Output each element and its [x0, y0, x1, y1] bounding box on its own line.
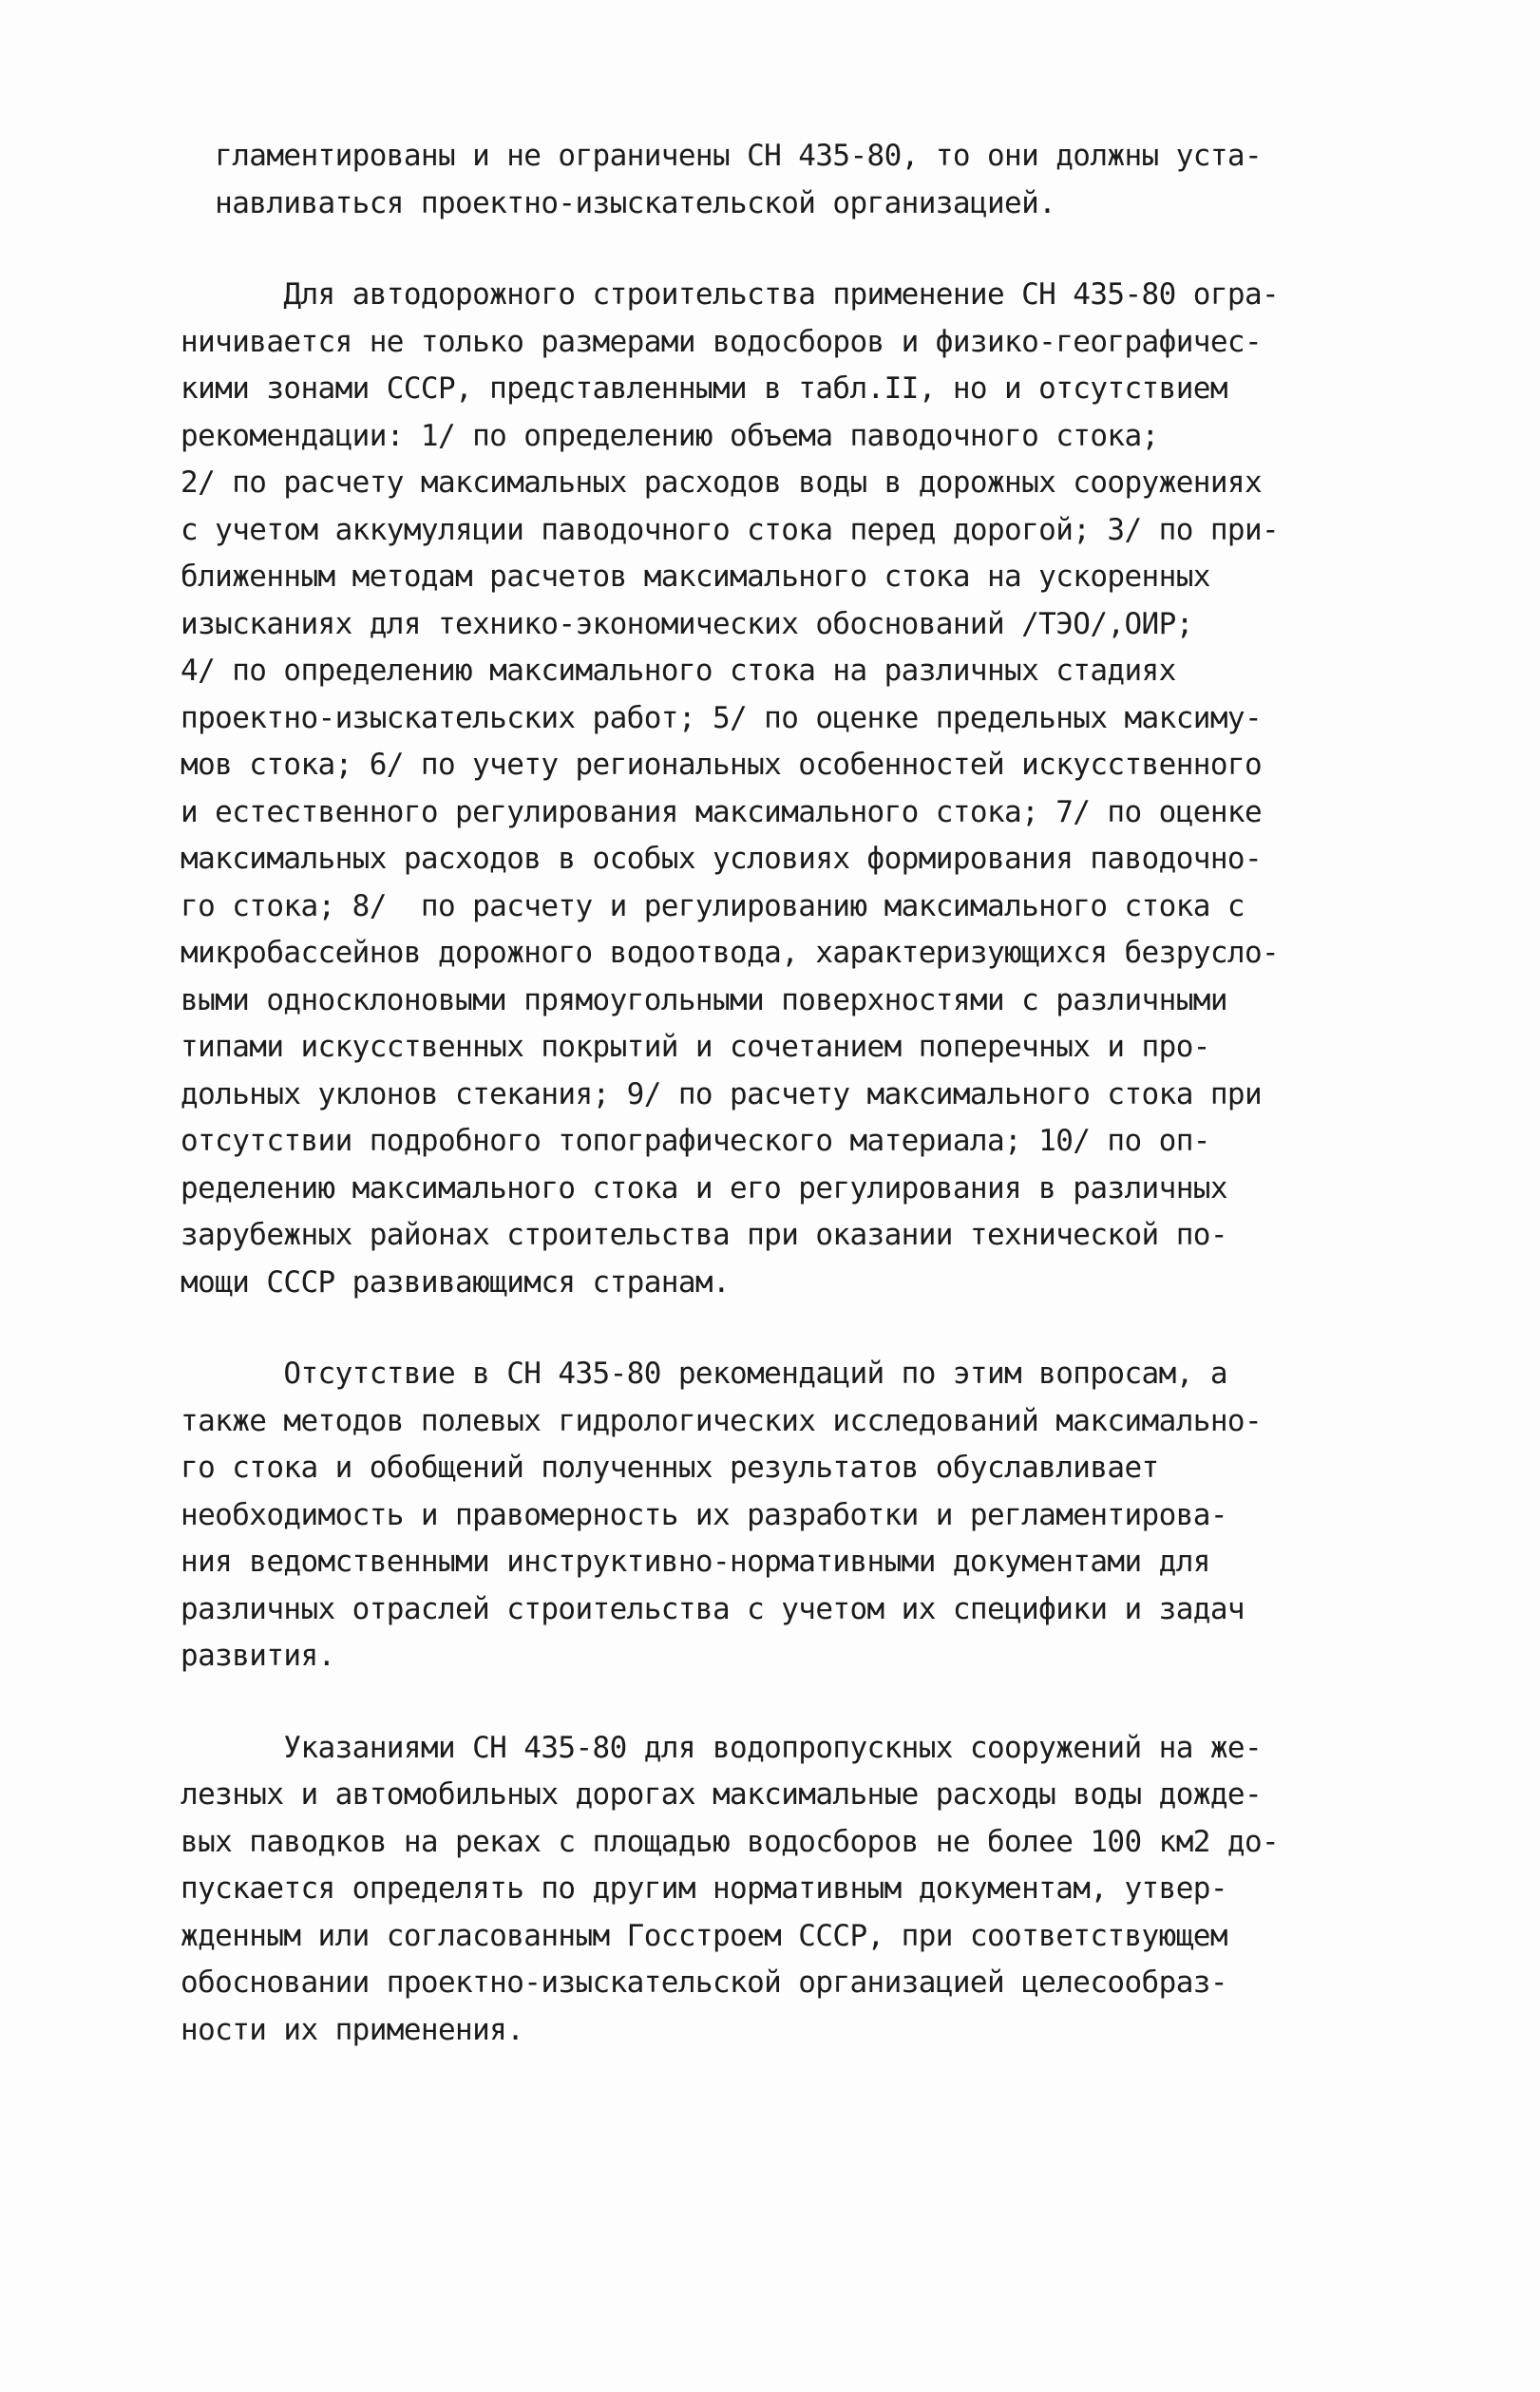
text-line: Отсутствие в СН 435-80 рекомендаций по этим вопросам, а — [181, 1357, 1227, 1391]
paragraph-2 — [181, 272, 1368, 1306]
text-line: пускается определять по другим нормативным документам, утвер- — [181, 1871, 1227, 1906]
text-line: го стока; 8/ по расчету и регулированию максимального стока с — [181, 888, 1245, 923]
text-line: мов стока; 6/ по учету региональных особенностей искусственного — [181, 748, 1263, 782]
text-line: рекомендации: 1/ по определению объема паводочного стока; — [181, 418, 1159, 453]
text-line: жденным или согласованным Госстроем СССР, при соответствующем — [181, 1918, 1227, 1953]
paragraph-4 — [181, 1725, 1368, 2055]
text-line: зарубежных районах строительства при оказании технической по- — [181, 1218, 1227, 1252]
text-line: 4/ по определению максимального стока на различных стадиях — [181, 654, 1176, 688]
text-line: лезных и автомобильных дорогах максимальные расходы воды дожде- — [181, 1777, 1263, 1812]
text-line: также методов полевых гидрологических исследований максимально- — [181, 1403, 1263, 1438]
text-line: выми односклоновыми прямоугольными поверхностями с различными — [181, 982, 1227, 1017]
text-line: навливаться проектно-изыскательской организацией. — [181, 185, 1056, 220]
paragraph-3 — [181, 1351, 1368, 1680]
text-line: проектно-изыскательских работ; 5/ по оценке предельных максиму- — [181, 700, 1263, 735]
text-line: вых паводков на реках с площадью водосборов не более 100 км2 до- — [181, 1824, 1280, 1859]
text-line: ределению максимального стока и его регулирования в различных — [181, 1170, 1227, 1205]
text-line: типами искусственных покрытий и сочетанием поперечных и про- — [181, 1030, 1210, 1064]
text-line: отсутствии подробного топографического материала; 10/ по оп- — [181, 1124, 1210, 1158]
text-line: гламентированы и не ограничены СН 435-80, то они должны уста- — [181, 139, 1263, 173]
text-line: развития. — [181, 1639, 335, 1673]
text-line: мощи СССР развивающимся странам. — [181, 1264, 731, 1300]
text-line: 2/ по расчету максимальных расходов воды в дорожных сооружениях — [181, 465, 1263, 500]
text-line: Указаниями СН 435-80 для водопропускных сооружений на же- — [181, 1730, 1263, 1765]
text-line: необходимость и правомерность их разработки и регламентирова- — [181, 1497, 1227, 1532]
text-line: ности их применения. — [181, 2012, 524, 2047]
text-line: обосновании проектно-изыскательской организацией целесообраз- — [181, 1965, 1227, 2000]
text-line: ничивается не только размерами водосборов и физико-географичес- — [181, 324, 1263, 359]
text-line: микробассейнов дорожного водоотвода, характеризующихся безрусло- — [181, 936, 1280, 970]
text-line: различных отраслей строительства с учетом их специфики и задач — [181, 1591, 1245, 1626]
text-line: ближенным методам расчетов максимального стока на ускоренных — [181, 560, 1210, 594]
text-line: Для автодорожного строительства применение СН 435-80 огра- — [181, 277, 1280, 312]
text-line: с учетом аккумуляции паводочного стока перед дорогой; 3/ по при- — [181, 512, 1280, 547]
text-line: дольных уклонов стекания; 9/ по расчету максимального стока при — [181, 1076, 1263, 1111]
text-line: кими зонами СССР, представленными в табл.II, но и отсутствием — [181, 371, 1227, 406]
document-body — [181, 133, 1368, 2054]
text-line: ния ведомственными инструктивно-нормативными документами для — [181, 1545, 1210, 1579]
text-line: изысканиях для технико-экономических обоснований /ТЭО/,ОИР; — [181, 606, 1193, 641]
text-line: и естественного регулирования максимального стока; 7/ по оценке — [181, 794, 1263, 829]
text-line: го стока и обобщений полученных результатов обуславливает — [181, 1451, 1159, 1485]
paragraph-1 — [181, 133, 1368, 227]
text-line: максимальных расходов в особых условиях формирования паводочно- — [181, 842, 1263, 876]
